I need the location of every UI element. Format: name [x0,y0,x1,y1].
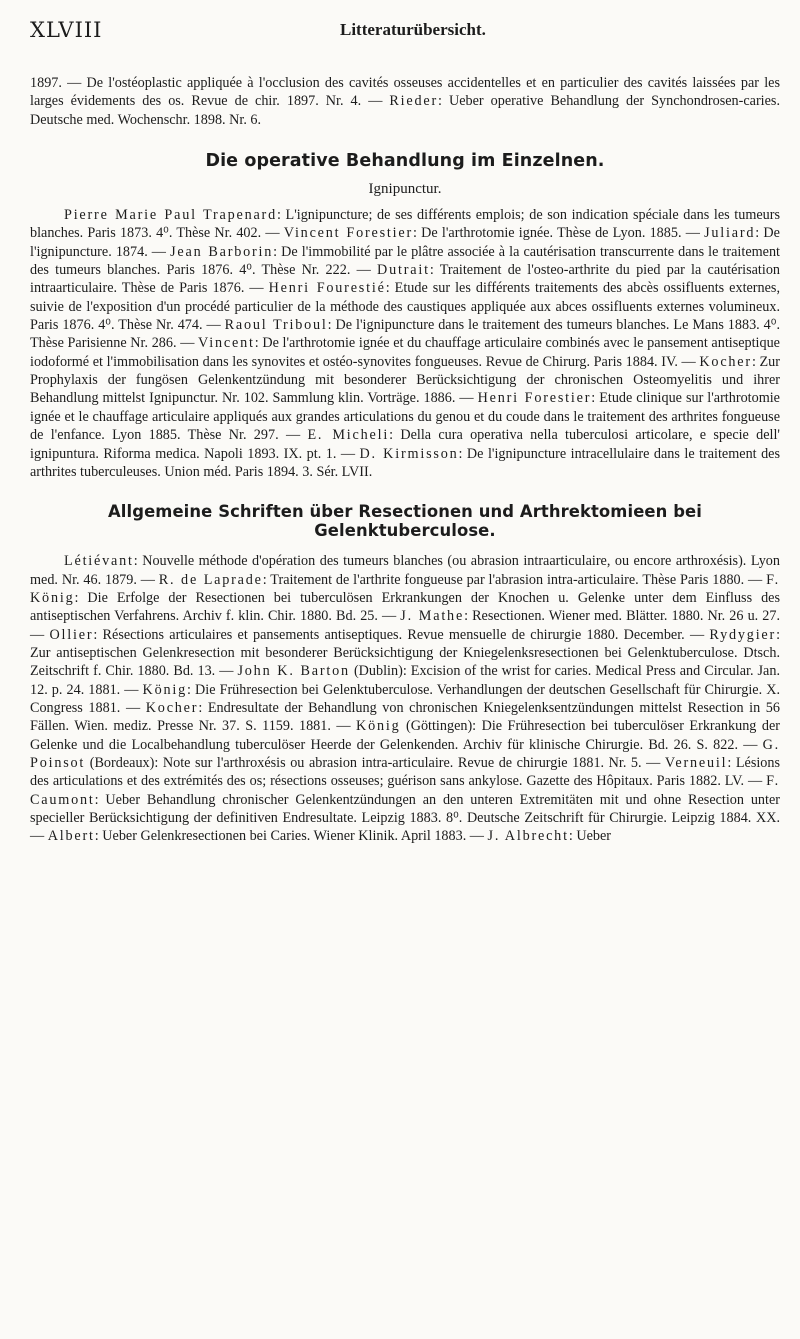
text-run: : Endresultate der Behandlung von chronischen Kniegelenksentzündungen mittelst Resection in 56 Fällen. Wien. mediz. Presse Nr. 37. S. 1159. 1881. — [30,699,780,735]
author-name: Juliard [704,225,756,242]
author-name: Jean Barborin [170,243,274,260]
author-name: Rieder [389,93,439,110]
text-run: : De l'ignipuncture. 1874. — [30,225,780,260]
text-run: 1897. — De l'ostéoplastic appliquée à l'occlusion des cavités osseuses accidentelles et en particulier des cavités laissées par les larges évidements des os. Revue de chir. 1897. Nr. 4. — [30,75,780,110]
subsection-heading: Ignipunctur. [368,181,442,198]
text-run: : De l'ignipuncture intracellulaire dans le traitement des arthrites tuberculeuses. Union méd. Paris 1894. 3. Sér. LVII. [30,445,780,480]
author-name: F. Caumont [30,773,780,808]
text-run: : De l'arthrotomie ignée et du chauffage articulaire combinés avec le pansement antiseptique iodoformé et l'immobilisation dans les synovites et ostéo-synovites fongueuses. Revue de Chirurg. Paris 1884. IV. — [30,335,780,370]
text-run: : Etude clinique sur l'arthrotomie ignée et le chauffage articulaire appliqués aux grandes articulations du genou et du coude dans le traitement des arthrites fongueuse de l'enfance. Lyon 1885. Thèse Nr. 297. — [30,390,780,444]
author-name: John K. Barton [237,663,350,680]
text-run: : Lésions des articulations et des extrémités des os; résections osseuses; guérison sans ankylose. Gazette des Hôpitaux. Paris 1882. LV. — [30,754,780,790]
author-name: Kocher [145,699,199,716]
text-run: : Ueber Gelenkresectionen bei Caries. Wiener Klinik. April 1883. — [94,828,488,845]
intro-paragraph [30,74,780,129]
content [30,74,780,846]
running-title: Litteraturübersicht. [340,20,486,39]
author-name: Dutrait [377,262,430,279]
author-name: Henri Forestier [477,390,592,407]
text-run: : Traitement de l'arthrite fongueuse par l'abrasion intra-articulaire. Thèse Paris 1880. — [262,571,767,588]
text-run: : Traitement de l'osteo-arthrite du pied par la cautérisation intraarticulaire. Thèse de Paris 1876. — [30,262,781,297]
text-run: : Nouvelle méthode d'opération des tumeurs blanches (ou abrasion intraarticulaire, ou encore arthroxésis). Lyon med. Nr. 46. 1879. — [30,553,780,588]
author-name: J. Mathe [400,608,465,625]
text-run: : Zur antiseptischen Gelenkresection mit besonderer Berücksichtigung der Kniegelenksresectionen bei Gelenktuberculose. Dtsch. Zeitschrift f. Chir. 1880. Bd. 13. — [30,626,781,680]
page-number: XLVIII [30,18,103,42]
author-name: D. Kirmisson [359,445,459,462]
author-name: König [142,681,188,698]
author-name: Albert [47,828,95,845]
author-name: E. Micheli [307,427,390,444]
text-run: : De l'arthrotomie ignée. Thèse de Lyon. 1885. — [413,225,705,242]
author-name: Kocher [699,353,752,370]
section-heading: Allgemeine Schriften über Resectionen und Arthrektomieen bei Gelenktuberculose. [108,502,702,541]
text-run: : Die Erfolge der Resectionen bei tuberculösen Erkrankungen der Knochen u. Gelenke unter dem Einfluss des antiseptischen Verfahrens. Archiv f. klin. Chir. 1880. Bd. 25. — [30,589,780,625]
text-run: : De l'immobilité par le plâtre associée à la cautérisation transcurrente dans le traitement des tumeurs blanches. Paris 1876. 4⁰. Thèse Nr. 222. — [30,243,780,279]
text-run: : Ueber operative Behandlung der Synchondrosen-caries. Deutsche med. Wochenschr. 1898. Nr. 6. [30,93,780,128]
text-run: : Zur Prophylaxis der fungösen Gelenkentzündung mit besonderer Berücksichtigung der chronischen Osteomyelitis und ihrer Behandlung mittelst Ignipunctur. Nr. 102. Sammlung klin. Vorträge. 1886. — [30,353,780,407]
text-run: : L'ignipuncture; de ses différents emplois; de son indication spéciale dans les tumeurs blanches. Paris 1873. 4⁰. Thèse Nr. 402. — [30,207,780,242]
author-name: G. Poinsot [30,736,780,771]
text-run: : Ueber Behandlung chronischer Gelenkentzündungen an den unteren Extremitäten mit und ohne Resection unter specieller Berücksichtigung der definitiven Endresultate. Leipzig 1883. 8⁰. Deutsche Zeitschrift für Chirurgie. Leipzig 1884. XX. — [30,791,780,845]
author-name: Vincent [198,335,255,352]
author-name: F. König [30,571,780,606]
author-name: Henri Fourestié [268,280,386,297]
ignipunctur-paragraph [30,206,780,481]
resection-paragraph [30,552,780,846]
author-name: Verneuil [664,754,728,771]
text-run: (Dublin): Excision of the wrist for caries. Medical Press and Circular. Jan. 12. p. 24. 1881. — [30,663,780,698]
text-run: (Göttingen): Die Frühresection bei tuberculöser Erkrankung der Gelenke und die Localbehandlung tuberculöser Heerde der Gelenkenden. Archiv für klinische Chirurgie. Bd. 26. S. 822. — [30,718,780,753]
section-heading: Die operative Behandlung im Einzelnen. [205,151,605,172]
text-run: : Della cura operativa nella tuberculosi articolare, e specie dell' ignipuntura. Riforma medica. Napoli 1893. IX. pt. 1. — [30,427,780,462]
text-run: : Die Frühresection bei Gelenktuberculose. Verhandlungen der deutschen Gesellschaft für Chirurgie. X. Congress 1881. — [30,681,780,716]
author-name: König [356,718,401,735]
author-name: Ollier [49,626,94,643]
running-head [30,18,780,44]
author-name: Raoul Triboul [224,317,328,334]
text-run: : Résections articulaires et pansements antiseptiques. Revue mensuelle de chirurgie 1880. December. — [93,626,710,643]
text-run: : Ueber [568,828,611,845]
author-name: Rydygier [709,626,777,643]
text-run: (Bordeaux): Note sur l'arthroxésis ou abrasion intra-articulaire. Revue de chirurgie 1881. Nr. 5. — [85,754,665,771]
text-run: : De l'ignipuncture dans le traitement des tumeurs blanches. Le Mans 1883. 4⁰. Thèse Parisienne Nr. 286. — [30,317,781,352]
author-name: J. Albrecht [487,828,569,845]
author-name: Létiévant [64,553,134,570]
author-name: Pierre Marie Paul Trapenard [64,207,277,224]
author-name: R. de Laprade [158,571,263,588]
author-name: Vincent Forestier [283,225,414,242]
text-run: : Resectionen. Wiener med. Blätter. 1880. Nr. 26 u. 27. — [30,608,781,643]
text-run: : Etude sur les différents traitements des abcès ossifluents externes, suivie de l'exposition d'un procédé particulier de la méthode des caustiques appliquée aux abces ossifluents externes volumineux. Paris 1876. 4⁰. Thèse Nr. 474. — [30,280,780,334]
